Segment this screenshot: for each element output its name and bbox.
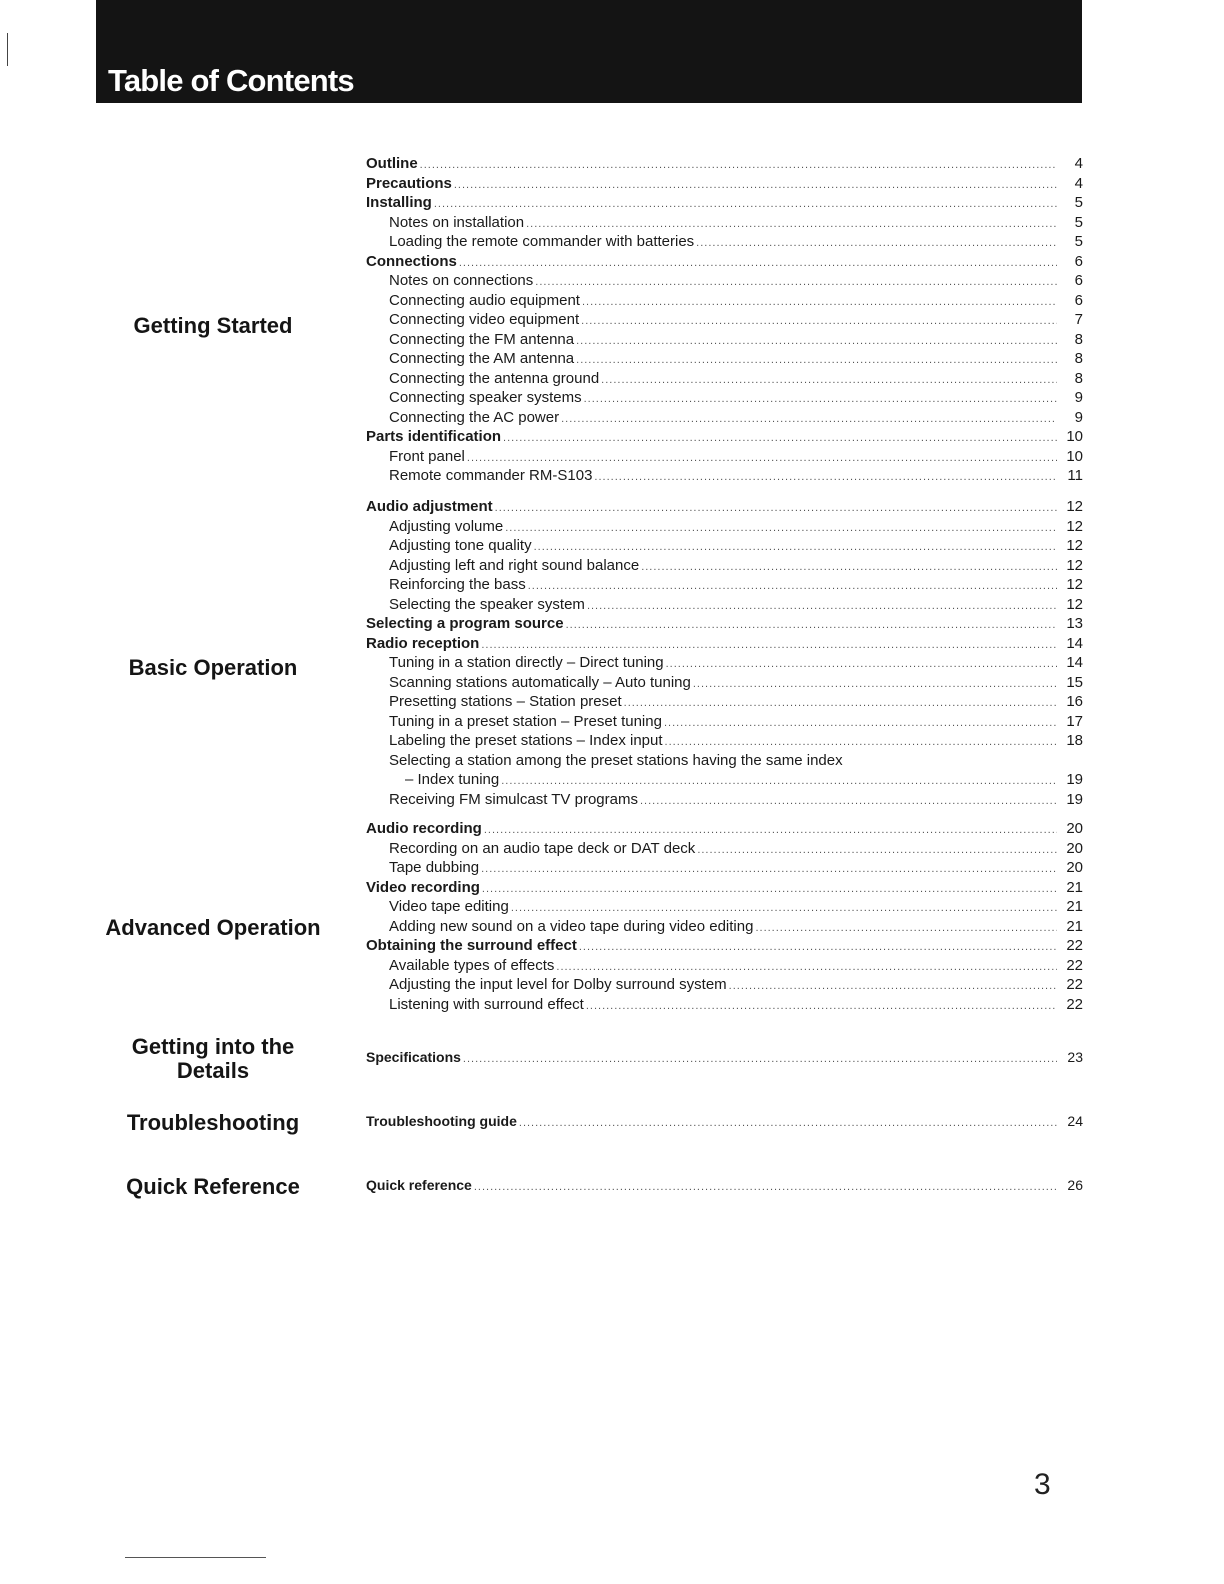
- toc-entry[interactable]: [366, 819, 1083, 839]
- section-title-advanced-operation: [48, 916, 378, 940]
- toc-entry[interactable]: [366, 232, 1083, 252]
- toc-entry-page: 16: [1066, 693, 1083, 710]
- toc-entry-label: Listening with surround effect: [389, 995, 584, 1013]
- toc-entry-page: 21: [1066, 917, 1083, 935]
- toc-dot-leader: [594, 468, 1057, 488]
- toc-entry[interactable]: [366, 975, 1083, 995]
- toc-dot-leader: [586, 997, 1057, 1017]
- toc-entry-page: 15: [1066, 673, 1083, 691]
- toc-entry-page: 18: [1066, 732, 1083, 749]
- toc-entry-label: Adjusting left and right sound balance: [389, 556, 640, 574]
- section-title-line: Troubleshooting: [126, 1110, 300, 1135]
- toc-entry[interactable]: [366, 712, 1083, 732]
- toc-entry-page: 22: [1066, 976, 1083, 993]
- toc-entry[interactable]: [366, 213, 1083, 233]
- toc-entry-label: Quick reference: [366, 1177, 472, 1193]
- toc-entry-page: 22: [1066, 956, 1083, 974]
- toc-entry-label: Front panel: [389, 447, 465, 465]
- section-title-getting-into-details: [48, 1035, 378, 1083]
- toc-entry-label: Video recording: [366, 878, 480, 896]
- section-title-line: Basic Operation: [128, 655, 298, 680]
- toc-entry-page: 12: [1066, 595, 1083, 613]
- toc-entry-page: 6: [1074, 291, 1083, 309]
- toc-block-quick-reference: [366, 1176, 1083, 1196]
- toc-entry-label: Connecting video equipment: [389, 311, 580, 328]
- toc-entry-label: Outline: [366, 155, 418, 172]
- toc-entry-page: 20: [1066, 859, 1083, 876]
- toc-entry-label: Connecting audio equipment: [389, 291, 580, 309]
- toc-entry-label: Notes on connections: [389, 272, 534, 289]
- toc-entry[interactable]: [366, 575, 1083, 595]
- section-title-line: Advanced Operation: [105, 915, 321, 940]
- toc-entry[interactable]: [366, 556, 1083, 576]
- section-title-basic-operation: [48, 656, 378, 680]
- toc-entry-label: Adding new sound on a video tape during video editing: [389, 917, 754, 935]
- toc-entry-page: 11: [1067, 467, 1083, 484]
- toc-entry-label: Remote commander RM-S103: [389, 467, 593, 484]
- toc-entry[interactable]: [366, 995, 1083, 1015]
- toc-entry-label: Loading the remote commander with batteries: [389, 233, 695, 250]
- section-title-line: Getting Started: [133, 313, 293, 338]
- toc-entry-label: Receiving FM simulcast TV programs: [389, 790, 638, 808]
- toc-entry[interactable]: [366, 427, 1083, 447]
- toc-entry-page: 19: [1066, 771, 1083, 788]
- toc-entry-label: Tape dubbing: [389, 859, 480, 876]
- toc-block-getting-started: [366, 154, 1083, 486]
- toc-entry-page: 14: [1066, 634, 1083, 652]
- toc-entry-page: 12: [1066, 576, 1083, 593]
- toc-block-getting-into-details: [366, 1048, 1083, 1068]
- toc-entry-label: Recording on an audio tape deck or DAT deck: [389, 839, 696, 857]
- toc-entry-page: 7: [1074, 311, 1083, 328]
- toc-entry[interactable]: [366, 1048, 1083, 1068]
- section-title-troubleshooting: [48, 1111, 378, 1135]
- toc-entry-page: 24: [1067, 1113, 1083, 1129]
- toc-entry-label: Selecting a program source: [366, 615, 564, 632]
- toc-entry[interactable]: [366, 466, 1083, 486]
- toc-entry-page: 5: [1074, 233, 1083, 250]
- toc-entry[interactable]: [366, 790, 1083, 810]
- toc-entry[interactable]: [366, 878, 1083, 898]
- toc-entry-label: – Index tuning: [405, 771, 500, 788]
- section-title-getting-started: [48, 314, 378, 338]
- toc-entry[interactable]: [366, 1112, 1083, 1132]
- toc-entry-label: Installing: [366, 194, 432, 211]
- toc-entry-page: 6: [1074, 252, 1083, 270]
- toc-entry-label: Connecting the antenna ground: [389, 369, 600, 387]
- section-title-line: Getting into the: [131, 1034, 295, 1059]
- toc-entry-page: 8: [1074, 330, 1083, 348]
- toc-entry[interactable]: [366, 634, 1083, 654]
- section-title-quick-reference: [48, 1175, 378, 1199]
- toc-entry-page: 26: [1067, 1177, 1083, 1193]
- toc-entry-label: Connecting the AM antenna: [389, 350, 575, 367]
- toc-entry[interactable]: [366, 595, 1083, 615]
- toc-entry-page: 8: [1074, 350, 1083, 367]
- toc-entry[interactable]: [366, 349, 1083, 369]
- toc-entry-label: Video tape editing: [389, 898, 509, 915]
- toc-entry[interactable]: [366, 154, 1083, 174]
- page-number: 3: [1034, 1468, 1051, 1501]
- toc-entry-page: 8: [1074, 369, 1083, 387]
- toc-entry-page: 22: [1066, 937, 1083, 954]
- toc-entry-page: 12: [1066, 498, 1083, 515]
- footer-rule: [125, 1557, 266, 1558]
- toc-entry[interactable]: [366, 193, 1083, 213]
- toc-entry-label: Adjusting the input level for Dolby surround system: [389, 976, 727, 993]
- toc-entry-page: 10: [1066, 428, 1083, 445]
- toc-entry-page: 5: [1074, 213, 1083, 231]
- toc-entry[interactable]: [366, 174, 1083, 194]
- toc-entry[interactable]: [366, 653, 1083, 673]
- toc-entry-page: 12: [1066, 537, 1083, 554]
- toc-entry-page: 14: [1066, 654, 1083, 671]
- toc-entry-page: 17: [1066, 712, 1083, 730]
- toc-entry-page: 23: [1067, 1049, 1083, 1065]
- toc-entry-label: Connecting speaker systems: [389, 389, 582, 406]
- toc-entry-page: 20: [1066, 820, 1083, 837]
- toc-entry-label: Troubleshooting guide: [366, 1113, 517, 1129]
- toc-entry-label: Audio recording: [366, 820, 482, 837]
- toc-entry-page: 5: [1074, 194, 1083, 211]
- toc-block-troubleshooting: [366, 1112, 1083, 1132]
- toc-entry-label: Tuning in a preset station – Preset tuning: [389, 712, 662, 730]
- toc-entry-label: Connections: [366, 252, 457, 270]
- toc-entry[interactable]: [366, 936, 1083, 956]
- toc-dot-leader: [463, 1050, 1057, 1070]
- toc-dot-leader: [519, 1114, 1057, 1134]
- toc-entry[interactable]: [366, 536, 1083, 556]
- toc-entry[interactable]: [366, 858, 1083, 878]
- toc-entry-page: 4: [1074, 174, 1083, 192]
- toc-entry[interactable]: [366, 369, 1083, 389]
- toc-entry-page: 22: [1066, 995, 1083, 1013]
- toc-entry-label: Adjusting volume: [389, 517, 504, 535]
- toc-entry-label: Notes on installation: [389, 213, 525, 231]
- toc-entry[interactable]: [366, 330, 1083, 350]
- toc-entry-label: Specifications: [366, 1049, 461, 1065]
- toc-dot-leader: [640, 792, 1057, 812]
- toc-entry-label: Tuning in a station directly – Direct tuning: [389, 654, 664, 671]
- toc-entry-label: Obtaining the surround effect: [366, 937, 577, 954]
- toc-entry-label: Reinforcing the bass: [389, 576, 526, 593]
- toc-entry[interactable]: [366, 897, 1083, 917]
- toc-entry[interactable]: [366, 751, 1083, 771]
- toc-entry[interactable]: [366, 956, 1083, 976]
- toc-entry-label: Audio adjustment: [366, 498, 493, 515]
- toc-block-basic-operation: [366, 497, 1083, 809]
- toc-entry-page: 21: [1066, 898, 1083, 915]
- toc-entry-page: 12: [1066, 556, 1083, 574]
- toc-entry-label: Radio reception: [366, 634, 480, 652]
- toc-entry-page: 9: [1074, 389, 1083, 406]
- toc-entry[interactable]: [366, 917, 1083, 937]
- toc-block-advanced-operation: [366, 819, 1083, 1014]
- toc-entry-label: Presetting stations – Station preset: [389, 693, 622, 710]
- toc-entry-page: 9: [1074, 408, 1083, 426]
- toc-entry-label: Labeling the preset stations – Index input: [389, 732, 663, 749]
- toc-entry-label: Parts identification: [366, 428, 502, 445]
- toc-entry-label: Scanning stations automatically – Auto tuning: [389, 673, 691, 691]
- toc-entry[interactable]: [366, 1176, 1083, 1196]
- toc-entry-page: 13: [1066, 615, 1083, 632]
- toc-entry-label: Selecting a station among the preset stations having the same index: [389, 751, 843, 769]
- toc-entry-page: 10: [1066, 447, 1083, 465]
- toc-entry[interactable]: [366, 692, 1083, 712]
- toc-entry[interactable]: [366, 497, 1083, 517]
- header-bar: [96, 0, 1082, 103]
- toc-entry[interactable]: [366, 408, 1083, 428]
- toc-entry-page: 4: [1074, 155, 1083, 172]
- toc-entry[interactable]: [366, 673, 1083, 693]
- toc-entry-label: Adjusting tone quality: [389, 537, 532, 554]
- toc-entry-page: 6: [1074, 272, 1083, 289]
- toc-entry[interactable]: [366, 839, 1083, 859]
- toc-entry[interactable]: [366, 291, 1083, 311]
- toc-entry[interactable]: [366, 731, 1083, 751]
- toc-entry-label: Available types of effects: [389, 956, 555, 974]
- toc-entry-page: 12: [1066, 517, 1083, 535]
- toc-entry-label: Connecting the AC power: [389, 408, 560, 426]
- toc-entry-page: 20: [1066, 839, 1083, 857]
- toc-entry[interactable]: [366, 388, 1083, 408]
- section-title-line: Quick Reference: [126, 1174, 300, 1199]
- section-title-line: Details: [176, 1058, 250, 1083]
- toc-entry[interactable]: [366, 310, 1083, 330]
- toc-entry-label: Precautions: [366, 174, 452, 192]
- toc-entry-page: 19: [1066, 790, 1083, 808]
- margin-mark: [7, 33, 8, 66]
- page-title: Table of Contents: [108, 63, 354, 98]
- toc-dot-leader: [474, 1178, 1057, 1198]
- toc-entry[interactable]: [366, 614, 1083, 634]
- toc-entry[interactable]: [366, 770, 1083, 790]
- toc-entry[interactable]: [366, 271, 1083, 291]
- toc-entry-label: Connecting the FM antenna: [389, 330, 575, 348]
- toc-entry-label: Selecting the speaker system: [389, 595, 585, 613]
- toc-entry-page: 21: [1066, 878, 1083, 896]
- toc-entry[interactable]: [366, 517, 1083, 537]
- toc-entry[interactable]: [366, 252, 1083, 272]
- toc-entry[interactable]: [366, 447, 1083, 467]
